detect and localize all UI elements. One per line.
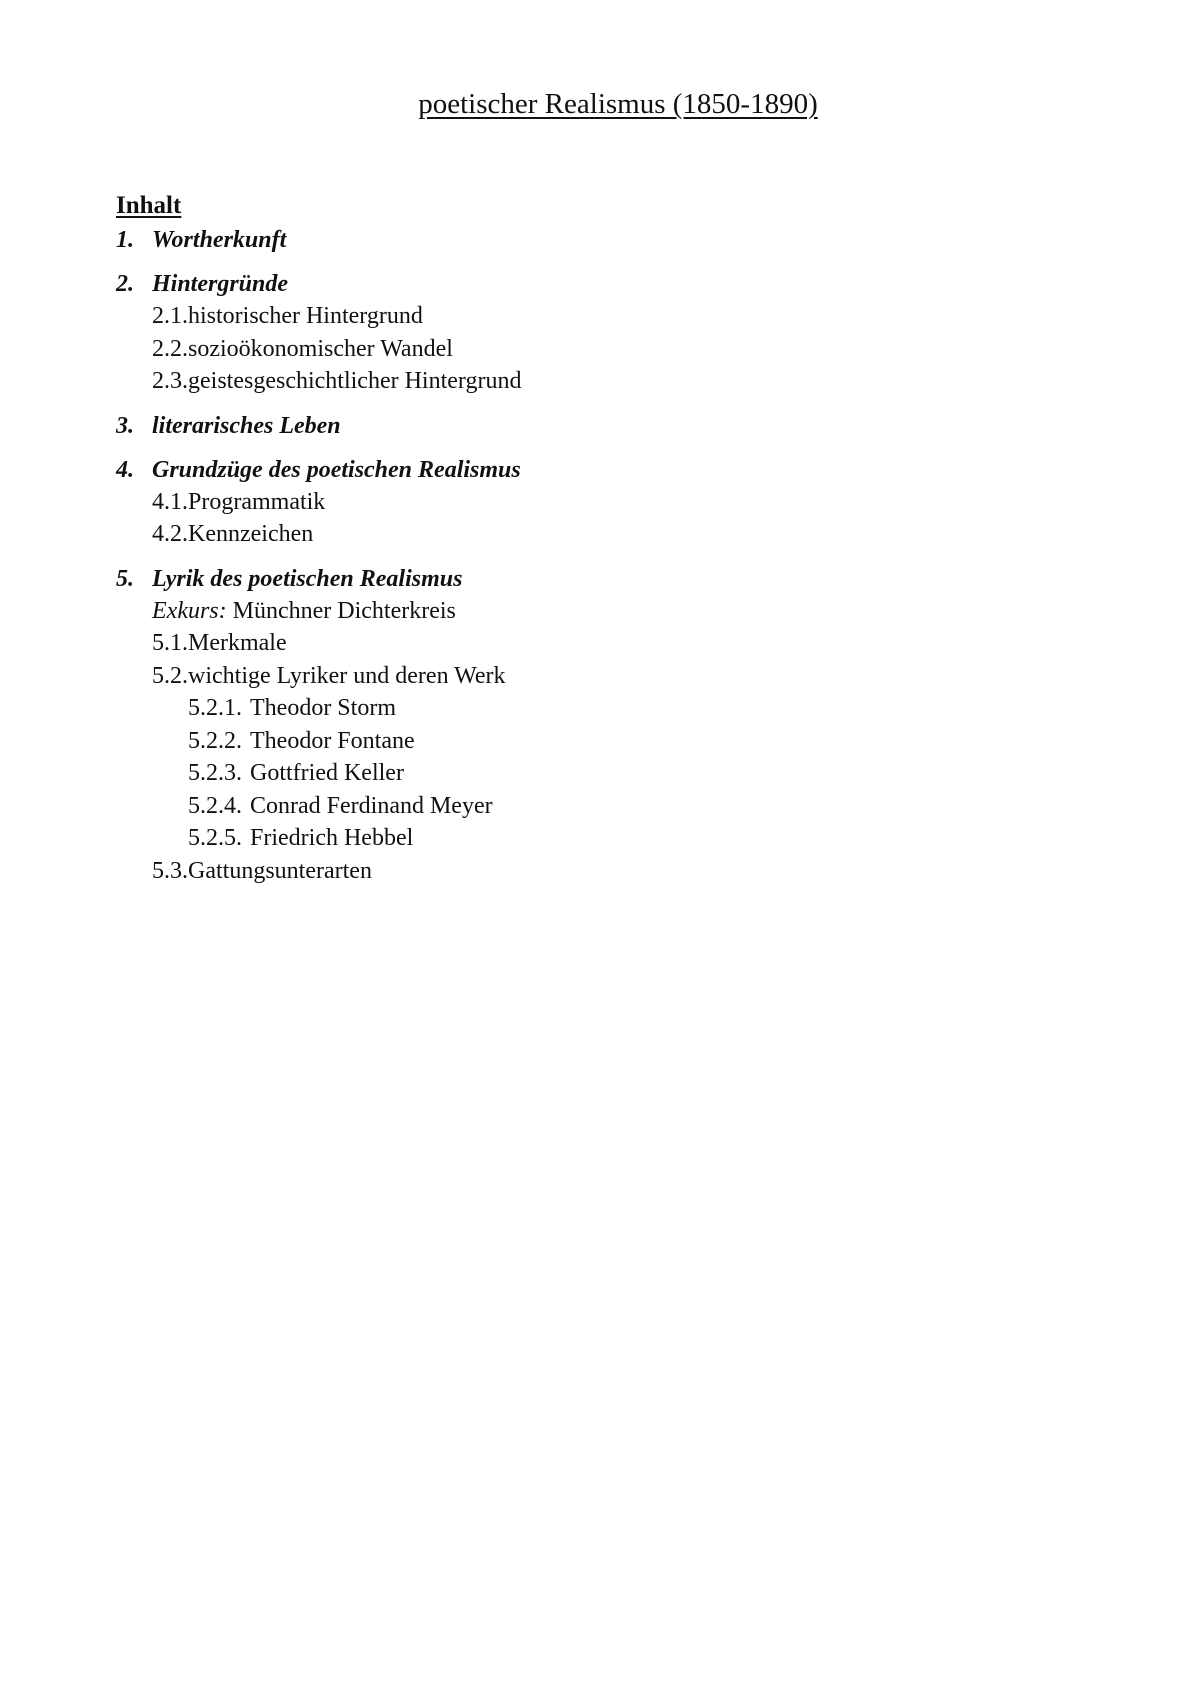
toc-item-5-2-1 [116,692,1016,725]
chapter-title: Grundzüge des poetischen Realismus [152,456,521,483]
toc-item-2-3: 2.3.geistesgeschichtlicher Hintergrund [152,368,522,394]
chapter-title: Wortherkunft [152,227,287,253]
item-text: Friedrich Hebbel [250,825,414,851]
chapter-number: 2. [116,271,134,297]
item-number: 5.2.2. [188,727,242,754]
item-text: Theodor Fontane [250,727,415,754]
chapter-title: literarisches Leben [152,412,341,439]
toc-chapter-5 [116,564,1016,595]
toc-item-5-2-5 [116,822,1016,855]
toc-item-5-1: 5.1.Merkmale [152,630,287,656]
item-text: Conrad Ferdinand Meyer [250,792,493,819]
exkurs-label: Exkurs: [152,597,227,624]
item-number: 5.2.3. [188,760,242,786]
toc-chapter-2 [116,269,1016,300]
item-number: 5.2.1. [188,695,242,721]
toc-item-5-2-3 [116,757,1016,790]
page-title: poetischer Realismus (1850-1890) [418,88,818,120]
toc-chapter-3 [116,411,1016,442]
toc-heading: Inhalt [116,192,182,219]
toc-item-5-3: 5.3.Gattungsunterarten [152,857,372,884]
toc-item-2-1: 2.1.historischer Hintergrund [152,303,423,329]
chapter-title: Lyrik des poetischen Realismus [152,565,463,592]
item-number: 5.2.4. [188,792,242,819]
chapter-number: 4. [116,456,134,483]
toc-item-4-2: 4.2.Kennzeichen [152,521,314,547]
chapter-number: 5. [116,565,134,592]
toc-item-5-2-2 [116,725,1016,758]
toc-chapter-1 [116,225,1016,256]
toc-item-2-2: 2.2.sozioökonomischer Wandel [152,335,453,362]
table-of-contents [116,191,1016,887]
item-text: Theodor Storm [250,695,396,721]
chapter-number: 3. [116,412,134,439]
toc-item-5-2: 5.2.wichtige Lyriker und deren Werk [152,662,506,689]
toc-exkurs [116,595,1016,628]
toc-item-5-2-4 [116,790,1016,823]
chapter-title: Hintergründe [152,271,289,297]
toc-item-4-1: 4.1.Programmatik [152,488,326,515]
toc-chapter-4 [116,455,1016,486]
item-number: 5.2.5. [188,825,242,851]
chapter-number: 1. [116,227,134,253]
item-text: Gottfried Keller [250,760,404,786]
exkurs-text: Münchner Dichterkreis [226,597,456,624]
